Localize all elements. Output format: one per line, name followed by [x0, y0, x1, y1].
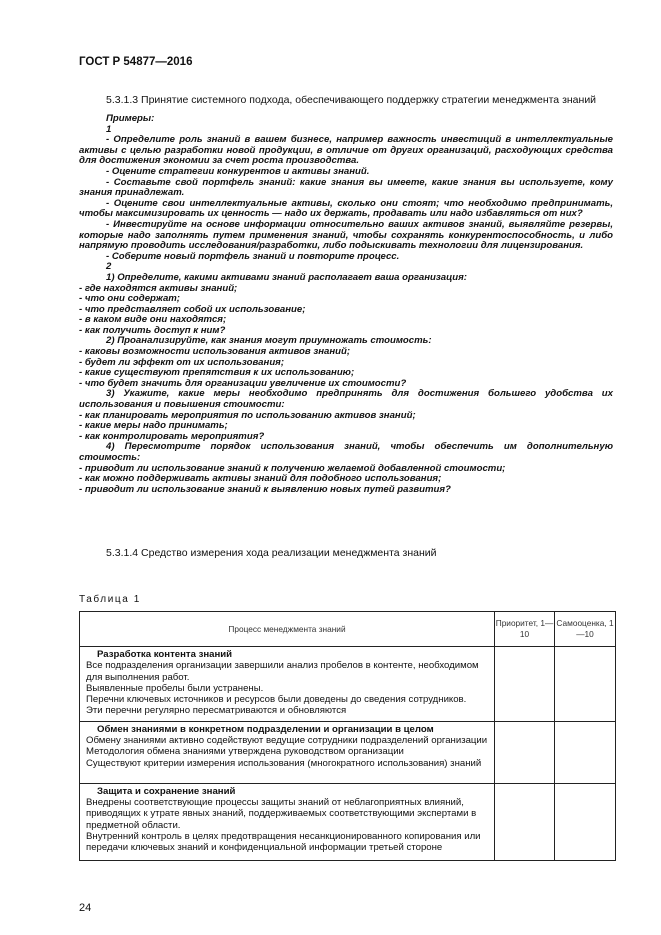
process-criterion: Все подразделения организации завершили анализ пробелов в контенте, необходимом для выполнения работ. — [86, 660, 479, 683]
section-5-3-1-4-heading: 5.3.1.4 Средство измерения хода реализации менеджмента знаний — [106, 547, 437, 559]
section-5-3-1-3-heading: 5.3.1.3 Принятие системного подхода, обеспечивающего поддержку стратегии менеджмента знаний — [106, 94, 597, 106]
example-2-item: 2) Проанализируйте, как знания могут приумножать стоимость: — [106, 335, 432, 347]
example-2-item: - какие меры надо принимать; — [79, 420, 228, 432]
example-1-item: - Оцените стратегии конкурентов и активы знаний. — [106, 165, 370, 177]
example-2-item: - в каком виде они находятся; — [79, 314, 227, 326]
table-header-row — [80, 612, 616, 647]
example-1-list — [79, 135, 613, 262]
example-1-item: - Составьте свой портфель знаний: какие знания вы имеете, какие знания вы используете, кому знания принадлежат. — [79, 176, 613, 199]
process-cell — [80, 647, 495, 722]
example-1-item: - Определите роль знаний в вашем бизнесе, например важность инвестиций в интеллектуальные активы с целью разработки новой продукции, в отличие от других организаций, расходующих средства для достижения экономии за счет роста производства. — [79, 134, 613, 167]
example-2-item: 1) Определите, какими активами знаний располагает ваша организация: — [106, 271, 467, 283]
example-1-number: 1 — [106, 123, 112, 135]
header-self-assessment: Самооценка, 1—10 — [555, 612, 616, 647]
process-criterion: Методология обмена знаниями утверждена руководством организации — [86, 746, 404, 758]
process-title: Обмен знаниями в конкретном подразделении и организации в целом — [97, 723, 434, 735]
example-2-list — [79, 273, 613, 495]
example-2-item: 3) Укажите, какие меры необходимо предпринять для достижения большего удобства их использования и повышения стоимости: — [79, 388, 613, 411]
example-2-item: 4) Пересмотрите порядок использования знаний, чтобы обеспечить им дополнительную стоимость: — [79, 441, 613, 463]
example-2-item: - какие существуют препятствия к их использованию; — [79, 367, 355, 379]
examples-title: Примеры: — [106, 113, 155, 124]
process-cell — [80, 721, 495, 783]
document-header: ГОСТ Р 54877—2016 — [79, 56, 193, 68]
example-2-item: - будет ли эффект от их использования; — [79, 356, 285, 368]
example-2-item: - как получить доступ к ним? — [79, 324, 226, 336]
process-criterion: Внутренний контроль в целях предотвращения несанкционированного копирования или передачи ключевых знаний и конфиденциальной информации третьей стороне — [86, 830, 481, 854]
process-title: Разработка контента знаний — [97, 649, 233, 660]
table-row — [80, 647, 616, 722]
km-assessment-table — [79, 611, 616, 861]
example-2-item: - приводит ли использование знаний к выявлению новых путей развития? — [79, 483, 451, 495]
example-2-item: - что представляет собой их использование; — [79, 303, 306, 315]
table-row — [80, 783, 616, 860]
example-2-item: - приводит ли использование знаний к получению желаемой добавленной стоимости; — [79, 462, 506, 474]
process-cell — [80, 783, 495, 860]
priority-cell[interactable] — [495, 783, 555, 860]
examples-block — [79, 114, 613, 495]
example-2-item: - что они содержат; — [79, 293, 181, 305]
process-criterion: Существуют критерии измерения использования (многократного использования) знаний — [86, 757, 482, 769]
table-caption: Таблица 1 — [79, 594, 141, 605]
header-priority: Приоритет, 1—10 — [495, 612, 555, 647]
header-process: Процесс менеджмента знаний — [80, 612, 495, 647]
example-2-item: - где находятся активы знаний; — [79, 282, 238, 294]
self-assessment-cell[interactable] — [555, 721, 616, 783]
priority-cell[interactable] — [495, 721, 555, 783]
priority-cell[interactable] — [495, 647, 555, 722]
example-2-item: - как контролировать мероприятия? — [79, 430, 265, 442]
process-criterion: Обмену знаниями активно содействуют ведущие сотрудники подразделений организации — [86, 735, 488, 747]
example-1-item: - Соберите новый портфель знаний и повторите процесс. — [106, 250, 400, 262]
example-2-item: - каковы возможности использования активов знаний; — [79, 346, 351, 358]
process-criterion: Эти перечни регулярно пересматриваются и обновляются — [86, 705, 347, 717]
process-title: Защита и сохранение знаний — [97, 785, 236, 797]
process-criterion: Внедрены соответствующие процессы защиты знаний от неблагоприятных влияний, приводящих к утрате явных знаний, поддерживаемых соответствующими экспертами в предметной области. — [86, 797, 477, 831]
self-assessment-cell[interactable] — [555, 783, 616, 860]
page-number: 24 — [79, 902, 92, 914]
process-criterion: Перечни ключевых источников и ресурсов были доведены до сведения сотрудников. — [86, 694, 467, 706]
example-2-item: - как можно поддерживать активы знаний для подобного использования; — [79, 473, 442, 485]
example-2-item: - что будет значить для организации увеличение их стоимости? — [79, 377, 407, 389]
example-2-number: 2 — [106, 261, 112, 273]
self-assessment-cell[interactable] — [555, 647, 616, 722]
table-row — [80, 721, 616, 783]
process-criterion: Выявленные пробелы были устранены. — [86, 682, 264, 694]
example-1-item: - Инвестируйте на основе информации относительно ваших активов знаний, выявляйте резервы, которые надо заполнять путем применения знаний, чтобы сохранять конкурентоспособность, и либо напрямую проводить исследования/разработки, либо подыскивать технологии для лицензирования. — [79, 218, 613, 252]
example-1-item: - Оцените свои интеллектуальные активы, сколько они стоят; что необходимо предпринимать, чтобы максимизировать их ценность — надо их держать, продавать или надо избавляться от них? — [79, 197, 613, 220]
example-2-item: - как планировать мероприятия по использованию активов знаний; — [79, 409, 416, 421]
